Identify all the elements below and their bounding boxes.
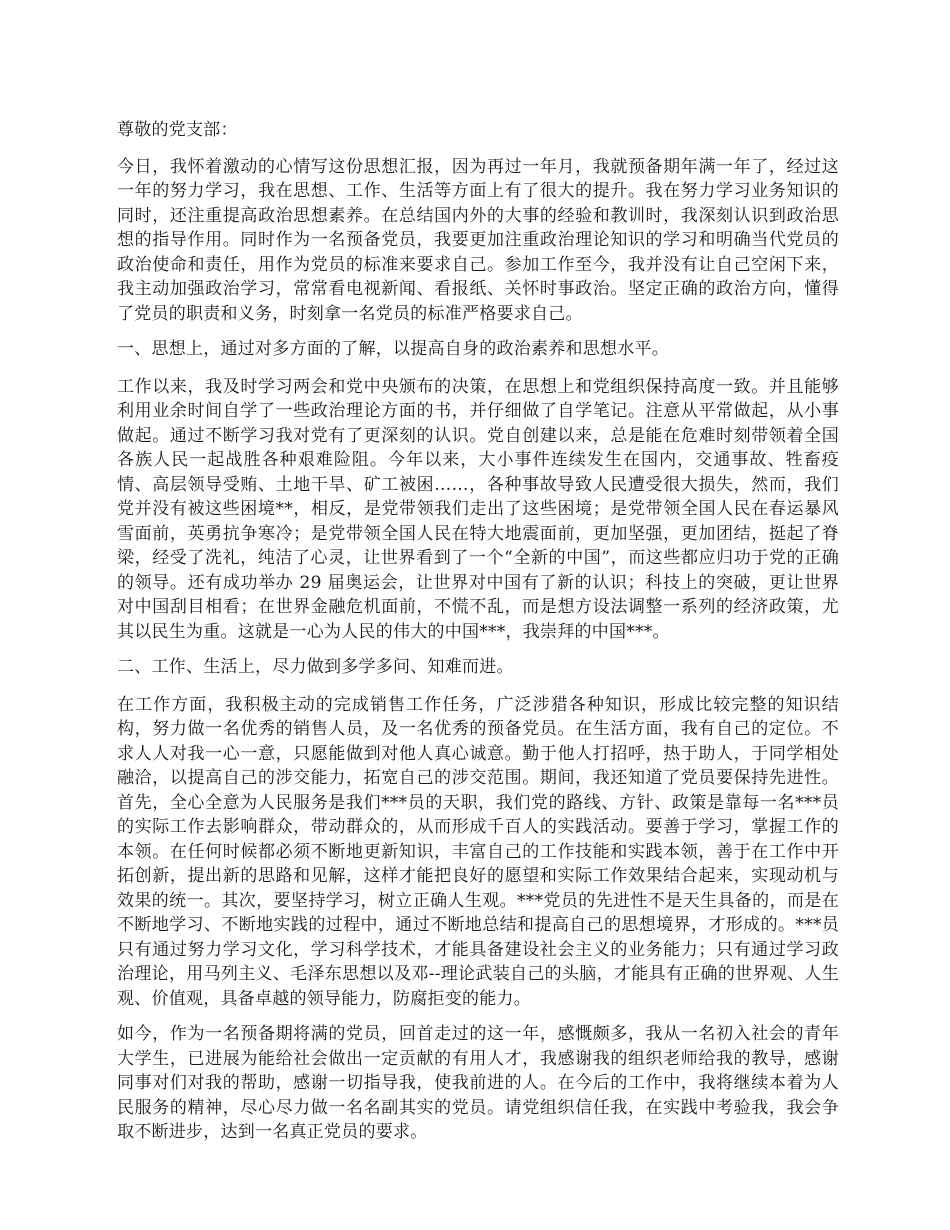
section-heading-2: 二、工作、生活上，尽力做到多学多问、知难而进。: [117, 657, 514, 677]
paragraph-intro: 今日，我怀着激动的心情写这份思想汇报，因为再过一年月，我就预备期年满一年了，经过这一年的努力学习，我在思想、工作、生活等方面上有了很大的提升。我在努力学习业务知识的同时，还注重提高政治思想素养。在总结国内外的大事的经验和教训时，我深刻认识到政治思想的指导作用。同时作为一名预备党员，我要更加注重政治理论知识的学习和明确当代党员的政治使命和责任，用作为党员的标准来要求自己。参加工作至今，我并没有让自己空闲下来，我主动加强政治学习，常常看电视新闻、看报纸、关怀时事政治。坚定正确的政治方向，懂得了党员的职责和义务，时刻拿一名党员的标准严格要求自己。: [117, 156, 839, 324]
paragraph-conclusion: 如今，作为一名预备期将满的党员，回首走过的这一年，感慨颇多，我从一名初入社会的青年大学生，已进展为能给社会做出一定贡献的有用人才，我感谢我的组织老师给我的教导，感谢同事对们对我的帮助，感谢一切指导我，使我前进的人。在今后的工作中，我将继续本着为人民服务的精神，尽心尽力做一名名副其实的党员。请党组织信任我，在实践中考验我，我会争取不断进步，达到一名真正党员的要求。: [117, 1024, 839, 1142]
paragraph-thought: 工作以来，我及时学习两会和党中央颁布的决策，在思想上和党组织保持高度一致。并且能够利用业余时间自学了一些政治理论方面的书，并仔细做了自学笔记。注意从平常做起，从小事做起。通过不断学习我对党有了更深刻的认识。党自创建以来，总是能在危难时刻带领着全国各族人民一起战胜各种艰难险阻。今年以来，大小事件连续发生在国内，交通事故、牲畜疫情、高层领导受贿、土地干旱、矿工被困……，各种事故导致人民遭受很大损失，然而，我们党并没有被这些困境**，相反，是党带领我们走出了这些困境；是党带领全国人民在春运暴风雪面前，英勇抗争寒冷；是党带领全国人民在特大地震面前，更加坚强，更加团结，挺起了脊梁，经受了洗礼，纯洁了心灵，让世界看到了一个“全新的中国”，而这些都应归功于党的正确的领导。还有成功举办 29 届奥运会，让世界对中国有了新的认识；科技上的突破，更让世界对中国刮目相看；在世界金融危机面前，不慌不乱，而是想方设法调整一系列的经济政策，尤其以民生为重。这就是一心为人民的伟大的中国***，我崇拜的中国***。: [117, 376, 839, 642]
paragraph-work-life: 在工作方面，我积极主动的完成销售工作任务，广泛涉猎各种知识，形成比较完整的知识结构，努力做一名优秀的销售人员，及一名优秀的预备党员。在生活方面，我有自己的定位。不求人人对我一心一意，只愿能做到对他人真心诚意。勤于他人打招呼，热于助人，于同学相处融洽，以提高自己的涉交能力，拓宽自己的涉交范围。期间，我还知道了党员要保持先进性。首先，全心全意为人民服务是我们***员的天职，我们党的路线、方针、政策是靠每一名***员的实际工作去影响群众，带动群众的，从而形成千百人的实践活动。要善于学习，掌握工作的本领。在任何时候都必须不断地更新知识，丰富自己的工作技能和实践本领，善于在工作中开拓创新，提出新的思路和见解，这样才能把良好的愿望和实际工作效果结合起来，实现动机与效果的统一。其次，要坚持学习，树立正确人生观。***党员的先进性不是天生具备的，而是在不断地学习、不断地实践的过程中，通过不断地总结和提高自己的思想境界，才形成的。***员只有通过努力学习文化，学习科学技术，才能具备建设社会主义的业务能力；只有通过学习政治理论，用马列主义、毛泽东思想以及邓--理论武装自己的头脑，才能具有正确的世界观、人生观、价值观，具备卓越的领导能力，防腐拒变的能力。: [117, 694, 839, 1009]
salutation: 尊敬的党支部：: [117, 120, 238, 140]
section-heading-1: 一、思想上，通过对多方面的了解，以提高自身的政治素养和思想水平。: [117, 339, 669, 359]
document-page: [117, 118, 839, 1156]
